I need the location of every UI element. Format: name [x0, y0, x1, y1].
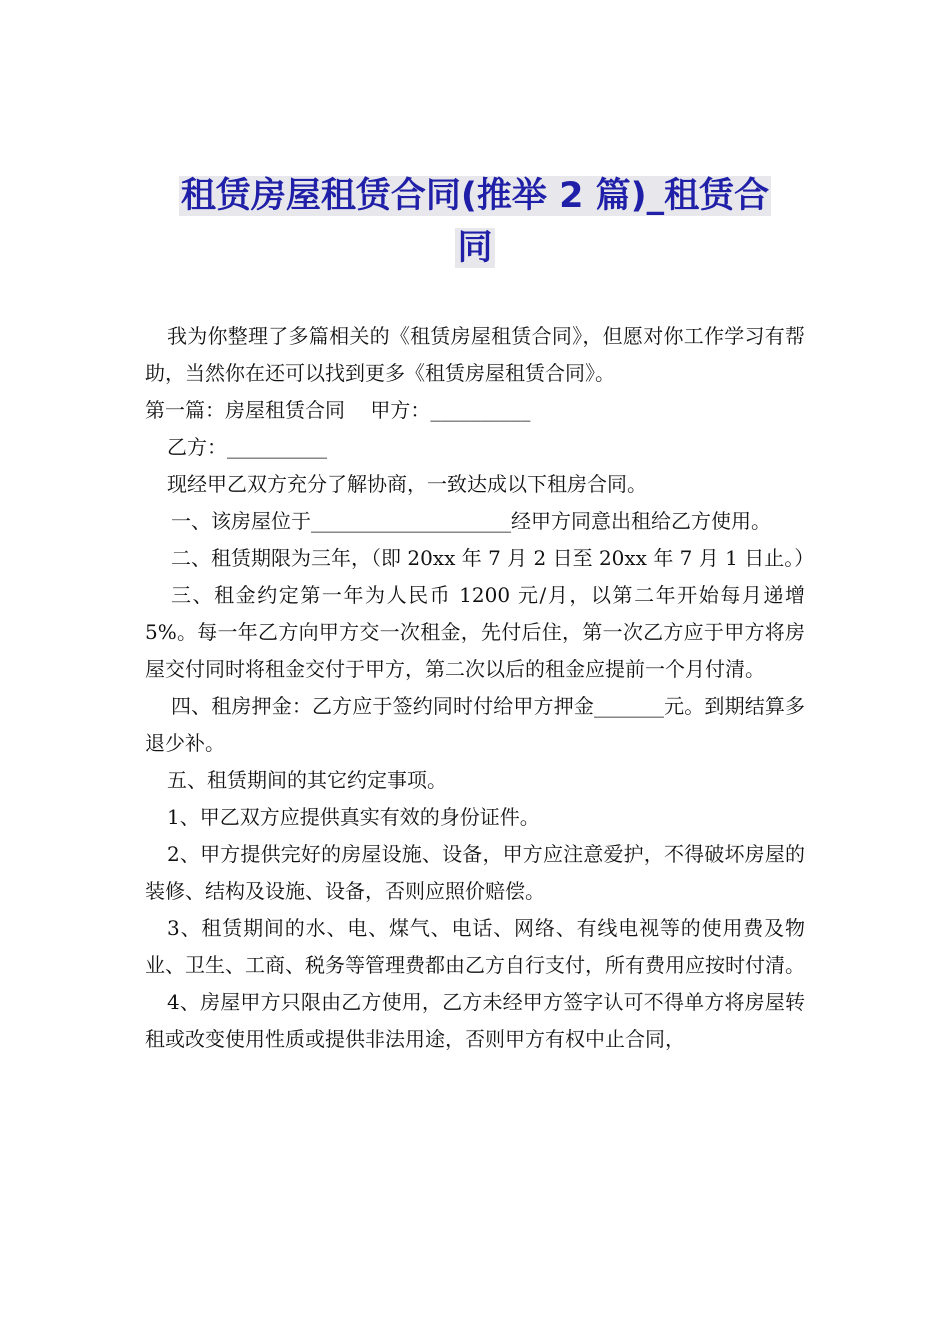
title-line-2: 同	[457, 228, 493, 268]
agreement-paragraph: 现经甲乙双方充分了解协商，一致达成以下租房合同。	[167, 472, 647, 496]
item-4: 4、房屋甲方只限由乙方使用，乙方未经甲方签字认可不得单方将房屋转租或改变使用性质或提供非法用途，否则甲方有权中止合同，	[145, 990, 805, 1051]
item-2: 2、甲方提供完好的房屋设施、设备，甲方应注意爱护，不得破坏房屋的装修、结构及设施、设备，否则应照价赔偿。	[145, 842, 805, 903]
clause-4: 四、租房押金：乙方应于签约同时付给甲方押金_______元。到期结算多退少补。	[145, 694, 805, 755]
intro-paragraph: 我为你整理了多篇相关的《租赁房屋租赁合同》，但愿对你工作学习有帮助，当然你在还可以找到更多《租赁房屋租赁合同》。	[145, 324, 805, 385]
item-1: 1、甲乙双方应提供真实有效的身份证件。	[167, 805, 540, 829]
section-heading: 第一篇：房屋租赁合同 甲方：__________	[145, 398, 531, 422]
party-b-line: 乙方：__________	[167, 435, 327, 459]
document-title	[140, 170, 810, 274]
clause-2: 二、租赁期限为三年，（即 20xx 年 7 月 2 日至 20xx 年 7 月 1 日止。）	[171, 546, 815, 570]
title-line-1: 租赁房屋租赁合同(推举 2 篇)_租赁合	[180, 176, 770, 216]
clause-5: 五、租赁期间的其它约定事项。	[167, 768, 447, 792]
document-body	[145, 318, 815, 1058]
clause-1: 一、该房屋位于____________________经甲方同意出租给乙方使用。	[171, 509, 771, 533]
item-3: 3、租赁期间的水、电、煤气、电话、网络、有线电视等的使用费及物业、卫生、工商、税务等管理费都由乙方自行支付，所有费用应按时付清。	[145, 916, 805, 977]
clause-3: 三、租金约定第一年为人民币 1200 元/月，以第二年开始每月递增 5%。每一年乙方向甲方交一次租金，先付后住，第一次乙方应于甲方将房屋交付同时将租金交付于甲方，第二次以后的租金应提前一个月付清。	[145, 583, 805, 681]
